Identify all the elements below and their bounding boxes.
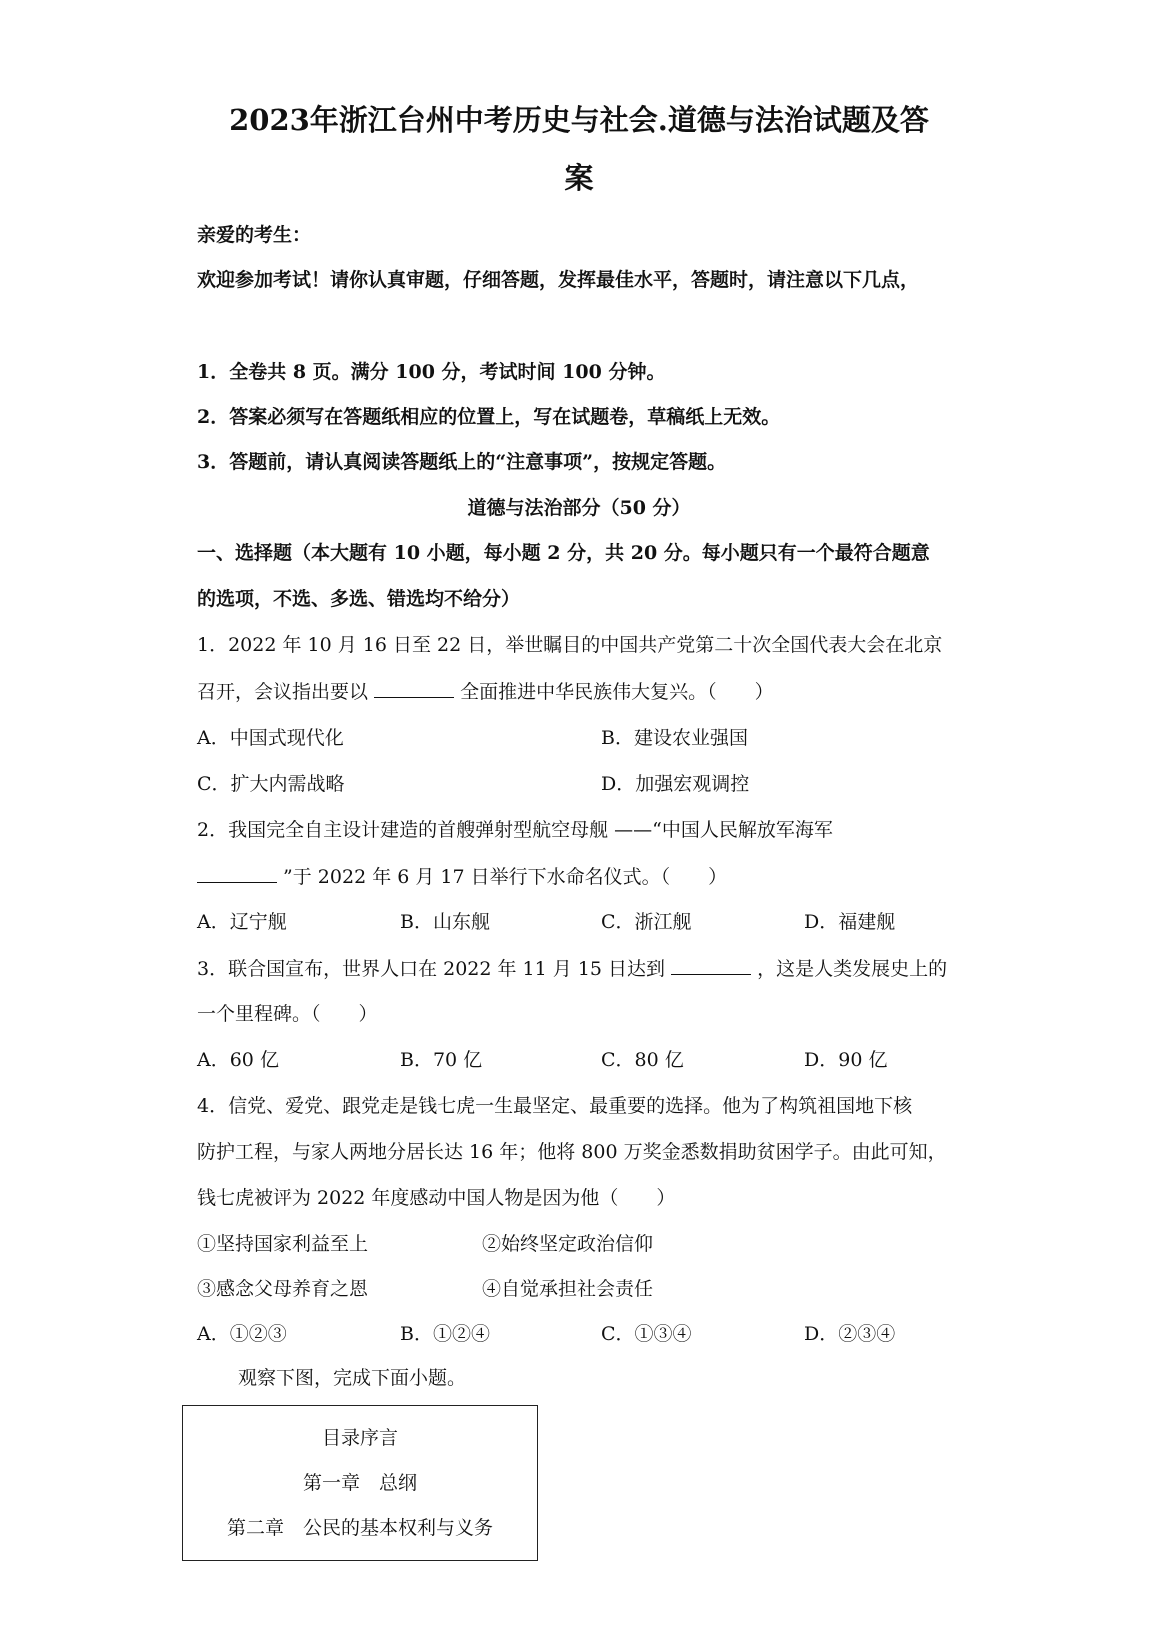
q1-option-d: D．加强宏观调控 — [601, 773, 750, 795]
q4-option-c: C．①③④ — [601, 1323, 692, 1345]
q4-option-d: D．②③④ — [804, 1323, 896, 1345]
q1-stem-post: 全面推进中华民族伟大复兴。（ ） — [460, 681, 774, 703]
q4-statement-3: ③感念父母养育之恩 — [197, 1278, 369, 1300]
q3-blank — [671, 956, 751, 975]
q2-option-a: A．辽宁舰 — [197, 911, 287, 933]
q3-stem-line1 — [197, 956, 947, 981]
q1-option-a: A．中国式现代化 — [197, 727, 344, 749]
note-3: 3．答题前，请认真阅读答题纸上的“注意事项”，按规定答题。 — [197, 451, 727, 473]
q3-option-d: D．90 亿 — [804, 1049, 888, 1071]
document-title-line2: 案 — [564, 161, 594, 195]
q1-stem-line1: 1．2022 年 10 月 16 日至 22 日，举世瞩目的中国共产党第二十次全国代表大会在北京 — [197, 634, 943, 656]
q1-stem-pre: 召开，会议指出要以 — [197, 681, 369, 703]
q1-blank — [374, 679, 454, 698]
q2-blank — [197, 864, 277, 883]
q1-option-c: C．扩大内需战略 — [197, 773, 345, 795]
q3-stem-line2: 一个里程碑。（ ） — [197, 1003, 378, 1025]
q2-stem-line2 — [197, 864, 727, 889]
q2-option-b: B．山东舰 — [400, 911, 490, 933]
q4-stem-line3: 钱七虎被评为 2022 年度感动中国人物是因为他（ ） — [197, 1187, 676, 1209]
q4-statement-2: ②始终坚定政治信仰 — [482, 1233, 654, 1255]
q3-option-a: A．60 亿 — [197, 1049, 279, 1071]
toc-line-1: 目录序言 — [321, 1427, 398, 1449]
observe-instruction: 观察下图，完成下面小题。 — [238, 1367, 467, 1389]
q2-option-d: D．福建舰 — [804, 911, 896, 933]
q4-stem-line2: 防护工程，与家人两地分居长达 16 年；他将 800 万奖金悉数捐助贫困学子。由此可知， — [197, 1141, 947, 1163]
q4-option-b: B．①②④ — [400, 1323, 490, 1345]
toc-line-3: 第二章 公民的基本权利与义务 — [226, 1517, 493, 1539]
document-title-line1: 2023年浙江台州中考历史与社会.道德与法治试题及答 — [229, 103, 929, 137]
q2-stem-line1: 2．我国完全自主设计建造的首艘弹射型航空母舰 ——“中国人民解放军海军 — [197, 819, 833, 841]
q4-statement-4: ④自觉承担社会责任 — [482, 1278, 654, 1300]
constitution-toc-figure — [182, 1405, 538, 1561]
q1-stem-line2 — [197, 679, 774, 704]
greeting: 亲爱的考生： — [197, 224, 312, 246]
part1-instructions-line1: 一、选择题（本大题有 10 小题，每小题 2 分，共 20 分。每小题只有一个最符合题意 — [197, 542, 930, 564]
q1-option-b: B．建设农业强国 — [601, 727, 748, 749]
welcome-text: 欢迎参加考试！请你认真审题，仔细答题，发挥最佳水平，答题时，请注意以下几点， — [197, 269, 920, 291]
q3-stem-post: ，这是人类发展史上的 — [757, 958, 948, 980]
q4-stem-line1: 4．信党、爱党、跟党走是钱七虎一生最坚定、最重要的选择。他为了构筑祖国地下核 — [197, 1095, 913, 1117]
q3-option-c: C．80 亿 — [601, 1049, 684, 1071]
q3-option-b: B．70 亿 — [400, 1049, 483, 1071]
part1-instructions-line2: 的选项，不选、多选、错选均不给分） — [197, 588, 521, 610]
note-2: 2．答案必须写在答题纸相应的位置上，写在试题卷，草稿纸上无效。 — [197, 406, 781, 428]
q2-option-c: C．浙江舰 — [601, 911, 692, 933]
note-1: 1．全卷共 8 页。满分 100 分，考试时间 100 分钟。 — [197, 361, 666, 383]
q3-stem-pre: 3．联合国宣布，世界人口在 2022 年 11 月 15 日达到 — [197, 958, 666, 980]
q2-stem-post: ”于 2022 年 6 月 17 日举行下水命名仪式。（ ） — [283, 866, 728, 888]
toc-line-2: 第一章 总纲 — [302, 1472, 417, 1494]
q4-option-a: A．①②③ — [197, 1323, 287, 1345]
section-title: 道德与法治部分（50 分） — [467, 497, 691, 519]
q4-statement-1: ①坚持国家利益至上 — [197, 1233, 369, 1255]
